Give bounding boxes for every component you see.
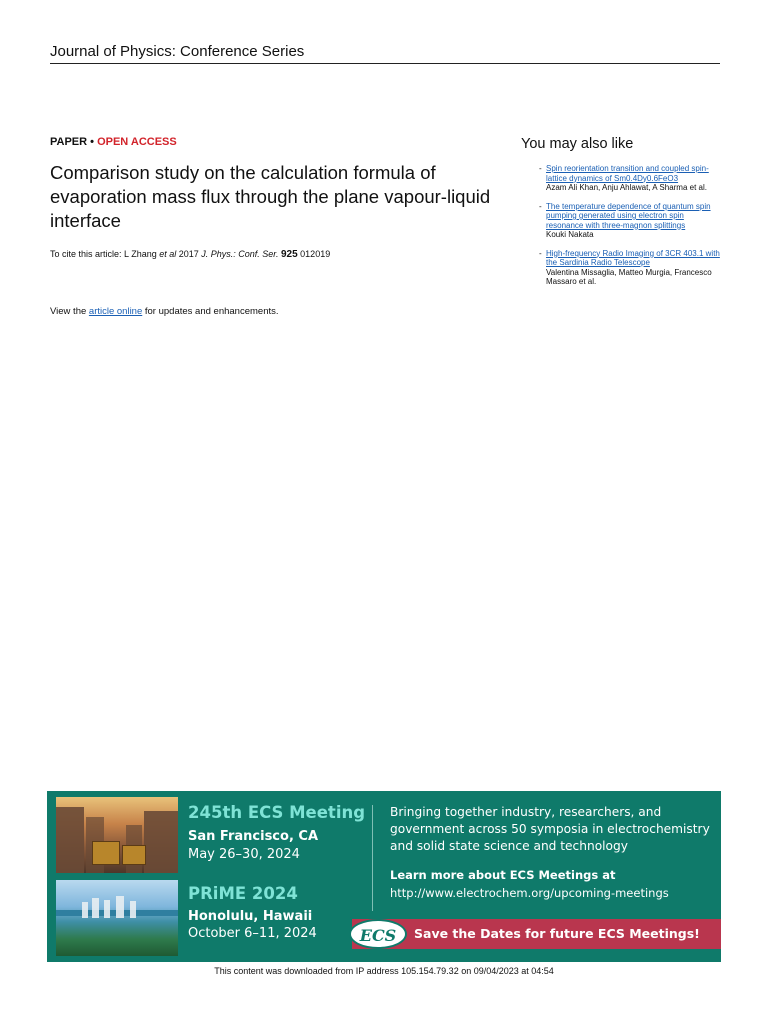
banner-divider	[372, 805, 373, 911]
related-title-link[interactable]: The temperature dependence of quantum spin pumping generated using electron spin resonance with three-magnon splittings	[546, 201, 711, 230]
event1-date: May 26–30, 2024	[188, 847, 300, 862]
view-suffix: for updates and enhancements.	[142, 306, 279, 317]
journal-name: Journal of Physics: Conference Series	[50, 43, 305, 60]
view-prefix: View the	[50, 306, 89, 317]
banner-blurb: Bringing together industry, researchers, and government across 50 symposia in electrochemistry and solid state science and technology	[390, 805, 710, 853]
san-francisco-photo	[56, 797, 178, 873]
event2-city: Honolulu, Hawaii	[188, 909, 313, 924]
cite-etal: et al	[159, 249, 177, 259]
honolulu-photo	[56, 880, 178, 956]
related-title-link[interactable]: High-frequency Radio Imaging of 3CR 403.1 with the Sardinia Radio Telescope	[546, 248, 720, 267]
tag-separator: •	[87, 136, 98, 148]
related-title-link[interactable]: Spin reorientation transition and coupled spin-lattice dynamics of Sm0.4Dy0.6FeO3	[546, 164, 709, 183]
related-articles	[521, 136, 721, 296]
citation	[50, 249, 330, 260]
related-authors: Azam Ali Khan, Anju Ahlawat, A Sharma et al.	[546, 183, 707, 192]
article-title: Comparison study on the calculation formula of evaporation mass flux through the plane vapour-liquid interface	[50, 162, 491, 231]
cite-prefix: To cite this article: L Zhang	[50, 249, 160, 259]
cite-year: 2017	[176, 249, 202, 259]
event1-title: 245th ECS Meeting	[188, 803, 366, 822]
related-authors: Kouki Nakata	[546, 230, 594, 239]
save-dates-bar[interactable]	[352, 919, 721, 949]
open-access-badge: OPEN ACCESS	[97, 136, 177, 148]
related-item[interactable]: - The temperature dependence of quantum spin pumping generated using electron spin resonance with three-magnon splittings Kouki Nakata	[521, 202, 721, 240]
paper-type: PAPER	[50, 136, 88, 148]
event1-city: San Francisco, CA	[188, 829, 319, 844]
view-online	[50, 306, 279, 317]
meetings-url[interactable]: http://www.electrochem.org/upcoming-meetings	[390, 886, 669, 900]
download-footer: This content was downloaded from IP address 105.154.79.32 on 09/04/2023 at 04:54	[214, 966, 554, 976]
ecs-logo: ECS	[349, 919, 407, 949]
cite-journal: J. Phys.: Conf. Ser.	[201, 249, 279, 259]
learn-more-label: Learn more about ECS Meetings at	[390, 868, 616, 882]
cite-number: 012019	[297, 249, 331, 259]
related-item[interactable]: - High-frequency Radio Imaging of 3CR 403.1 with the Sardinia Radio Telescope Valentina Missaglia, Matteo Murgia, Francesco Massaro et al.	[539, 248, 720, 286]
event2-date: October 6–11, 2024	[188, 926, 317, 941]
event2-title: PRiME 2024	[188, 884, 298, 903]
save-dates-text: Save the Dates for future ECS Meetings!	[414, 926, 700, 941]
related-item[interactable]: - Spin reorientation transition and coupled spin-lattice dynamics of Sm0.4Dy0.6FeO3 Azam Ali Khan, Anju Ahlawat, A Sharma et al.	[521, 164, 721, 193]
journal-header	[50, 43, 720, 64]
paper-tag	[50, 136, 177, 148]
ecs-meeting-banner[interactable]	[47, 791, 721, 962]
related-authors: Valentina Missaglia, Matteo Murgia, Francesco Massaro et al.	[546, 267, 712, 286]
article-online-link[interactable]: article online	[88, 306, 143, 317]
related-heading: You may also like	[521, 136, 634, 152]
cite-volume: 925	[280, 249, 298, 260]
